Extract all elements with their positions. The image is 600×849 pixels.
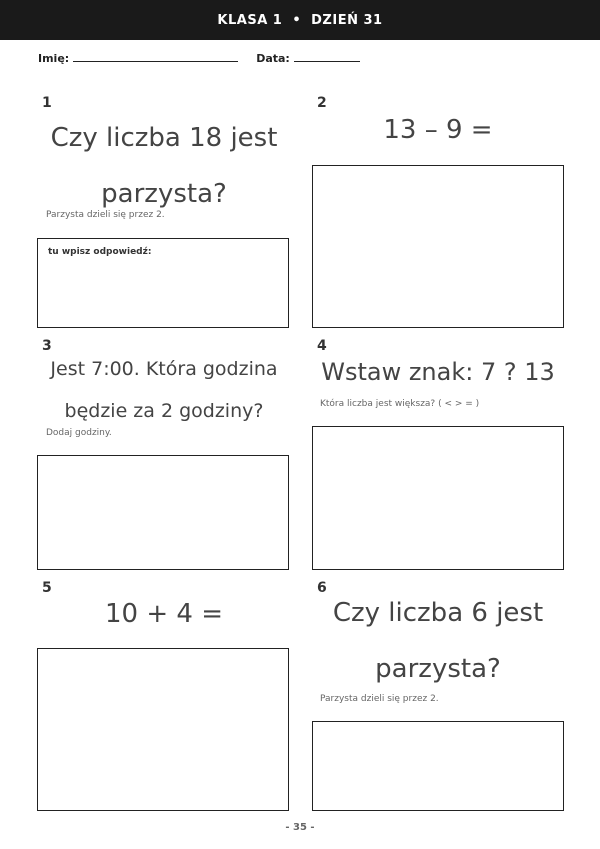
task-number: 4 (317, 338, 327, 354)
task-question: Wstaw znak: 7 ? 13 (321, 358, 555, 386)
answer-box[interactable] (312, 165, 564, 328)
page-number: - 35 - (285, 822, 315, 833)
task-number: 1 (42, 95, 52, 111)
answer-box[interactable] (312, 426, 564, 570)
task-number: 6 (317, 580, 327, 596)
task-number: 2 (317, 95, 327, 111)
task-hint: Dodaj godziny. (46, 428, 112, 438)
answer-box[interactable] (37, 238, 289, 328)
page-header (0, 0, 600, 40)
answer-box-label: tu wpisz odpowiedź: (48, 247, 152, 257)
day-label: DZIEŃ 31 (311, 12, 383, 28)
task-hint: Parzysta dzieli się przez 2. (46, 210, 165, 220)
answer-box[interactable] (312, 721, 564, 811)
question-line: Jest 7:00. Która godzina (50, 358, 278, 380)
answer-box[interactable] (37, 455, 289, 570)
task-question (312, 585, 564, 697)
task-number: 5 (42, 580, 52, 596)
question-line: parzysta? (375, 654, 501, 684)
question-line: będzie za 2 godziny? (64, 400, 264, 422)
question-line: Czy liczba 6 jest (332, 598, 544, 628)
answer-box[interactable] (37, 648, 289, 811)
name-label: Imię: (38, 52, 70, 65)
date-label: Data: (256, 52, 290, 65)
task-hint: Parzysta dzieli się przez 2. (320, 694, 439, 704)
question-line: Czy liczba 18 jest (50, 123, 278, 153)
date-field[interactable] (294, 51, 360, 62)
task-number: 3 (42, 338, 52, 354)
task-question: 10 + 4 = (105, 599, 223, 629)
task-hint: Która liczba jest większa? ( < > = ) (320, 399, 480, 409)
header-separator: • (292, 12, 302, 28)
task-question (38, 348, 290, 432)
class-label: KLASA 1 (217, 12, 283, 28)
task-question (38, 110, 290, 222)
name-field[interactable] (73, 51, 238, 62)
question-line: parzysta? (101, 179, 227, 209)
task-question: 13 – 9 = (383, 115, 493, 145)
student-fields (38, 51, 360, 65)
